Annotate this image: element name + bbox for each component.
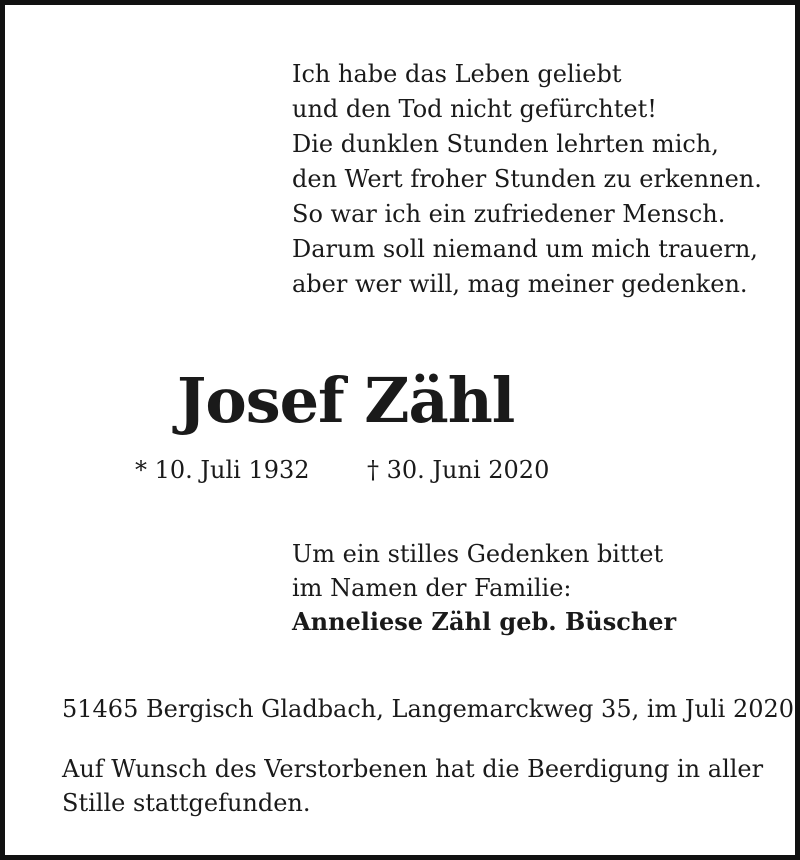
burial-note — [62, 752, 764, 820]
poem-line: den Wert froher Stunden zu erkennen. — [292, 165, 762, 193]
burial-note-line: Auf Wunsch des Verstorbenen hat die Beerdigung in aller — [62, 755, 764, 783]
request-line: Um ein stilles Gedenken bittet — [292, 540, 664, 568]
birth-date: * 10. Juli 1932 — [135, 456, 310, 484]
request-line: im Namen der Familie: — [292, 574, 572, 602]
memorial-request — [292, 537, 676, 639]
poem-line: Ich habe das Leben geliebt — [292, 60, 622, 88]
memorial-poem — [292, 57, 762, 302]
deceased-name: Josef Zähl — [177, 364, 515, 437]
death-date: † 30. Juni 2020 — [367, 456, 550, 484]
survivor-name: Anneliese Zähl geb. Büscher — [292, 607, 677, 636]
poem-line: aber wer will, mag meiner gedenken. — [292, 270, 748, 298]
burial-note-line: Stille stattgefunden. — [62, 789, 311, 817]
poem-line: Darum soll niemand um mich trauern, — [292, 235, 758, 263]
poem-line: und den Tod nicht gefürchtet! — [292, 95, 657, 123]
family-address: 51465 Bergisch Gladbach, Langemarckweg 35, im Juli 2020 — [62, 695, 795, 723]
poem-line: So war ich ein zufriedener Mensch. — [292, 200, 726, 228]
poem-line: Die dunklen Stunden lehrten mich, — [292, 130, 719, 158]
